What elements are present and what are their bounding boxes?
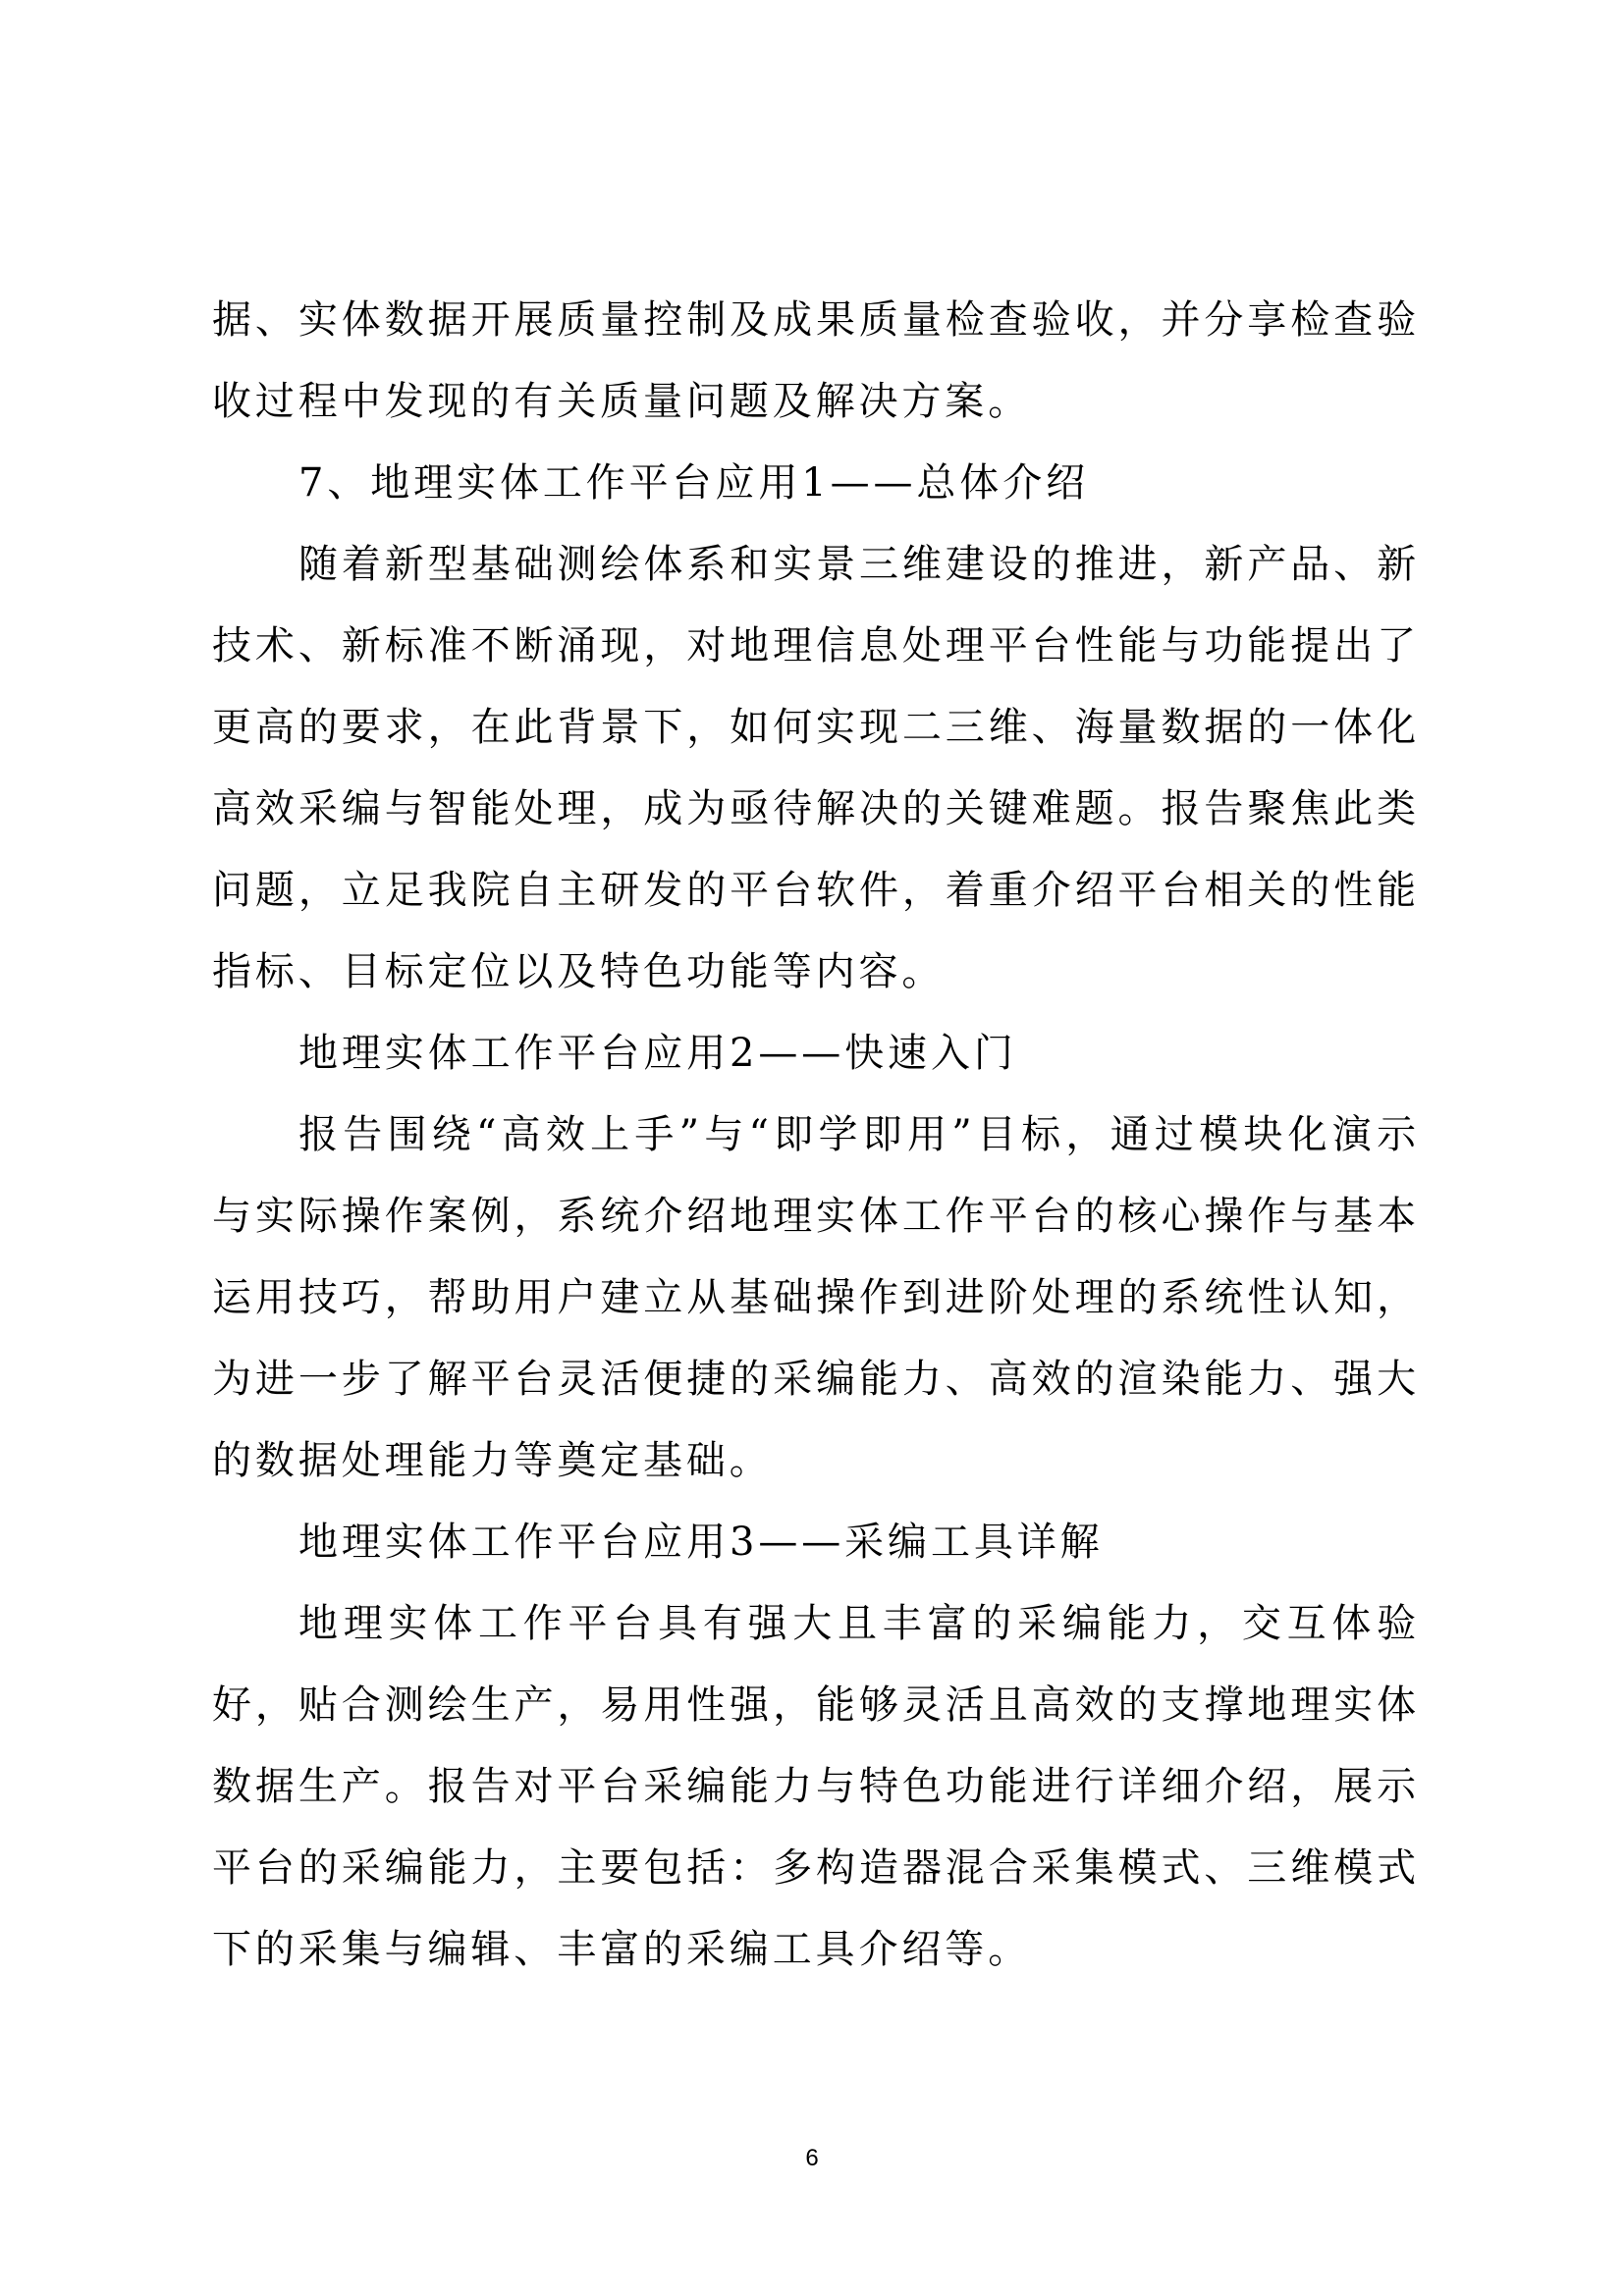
paragraph-platform-overview: 随着新型基础测绘体系和实景三维建设的推进，新产品、新技术、新标准不断涌现，对地理信息处理平台性能与功能提出了更高的要求，在此背景下，如何实现二三维、海量数据的一体化高效采编与智能处理，成为亟待解决的关键难题。报告聚焦此类问题，立足我院自主研发的平台软件，着重介绍平台相关的性能指标、目标定位以及特色功能等内容。 — [212, 542, 1420, 994]
section-heading-editing-tools: 地理实体工作平台应用3——采编工具详解 — [298, 1520, 1104, 1565]
page-number: 6 — [805, 2145, 819, 2171]
section-heading-platform-overview: 7、地理实体工作平台应用1——总体介绍 — [298, 460, 1089, 506]
paragraph-quick-start: 报告围绕“高效上手”与“即学即用”目标，通过模块化演示与实际操作案例，系统介绍地理实体工作平台的核心操作与基本运用技巧，帮助用户建立从基础操作到进阶处理的系统性认知，为进一步了解平台灵活便捷的采编能力、高效的渲染能力、强大的数据处理能力等奠定基础。 — [212, 1112, 1420, 1483]
paragraph-continued: 据、实体数据开展质量控制及成果质量检查验收，并分享检查验收过程中发现的有关质量问题及解决方案。 — [212, 297, 1420, 424]
section-heading-quick-start: 地理实体工作平台应用2——快速入门 — [298, 1031, 1017, 1076]
document-body — [212, 280, 1420, 1991]
paragraph-editing-tools: 地理实体工作平台具有强大且丰富的采编能力，交互体验好，贴合测绘生产，易用性强，能够灵活且高效的支撑地理实体数据生产。报告对平台采编能力与特色功能进行详细介绍，展示平台的采编能力，主要包括：多构造器混合采集模式、三维模式下的采集与编辑、丰富的采编工具介绍等。 — [212, 1601, 1420, 1972]
